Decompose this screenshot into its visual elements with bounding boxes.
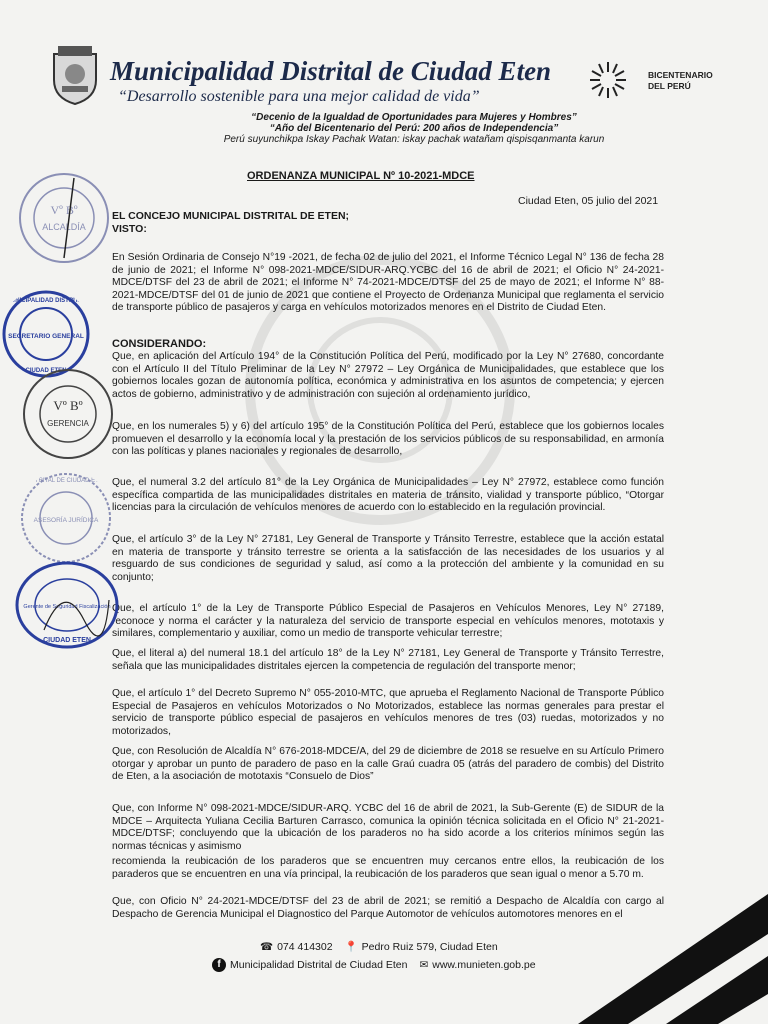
decade-line-1: “Decenio de la Igualdad de Oportunidades para Mujeres y Hombres” [251,112,577,123]
asesoria-juridica-stamp [18,470,114,566]
place-date: Ciudad Eten, 05 julio del 2021 [518,195,659,207]
paragraph-5: Que, el artículo 1° de la Ley de Transporte Público Especial de Pasajeros en Vehículos Menores, Ley N° 27189, reconoce y norma el carácter y la naturaleza del servicio de transporte especial en vehículos menores, mototaxis y similares, complementario y auxiliar, como un medio de transporte vehicular terrestre; [112,603,664,640]
email-icon: ✉ [419,959,429,971]
decade-line-3: Perú suyunchikpa Iskay Pachak Watan: iskay pachak watañam qispisqanmanta karun [223,134,605,145]
considerando-heading: CONSIDERANDO: [112,338,207,350]
svg-text:DISTRITAL DE CIUDAD ETEN: DISTRITAL DE CIUDAD ETEN [24,478,108,484]
paragraph-11: Que, con Oficio N° 24-2021-MDCE/DTSF del 23 de abril de 2021; se remitió a Despacho de Alcaldía con cargo al Despacho de Gerencia Municipal el Diagnostico del Parque Automotor de vehículos automotores menores en el [112,896,664,920]
svg-text:Vº Bº: Vº Bº [53,398,83,413]
svg-text:SECRETARIO GENERAL: SECRETARIO GENERAL [8,333,84,340]
location-pin-icon: 📍 [344,941,358,953]
corner-stripes-decoration [548,894,768,1024]
gerencia-stamp [20,366,116,462]
paragraph-9: Que, con Informe N° 098-2021-MDCE/SIDUR-ARQ. YCBC del 16 de abril de 2021, la Sub-Gerente (E) de SIDUR de la MDCE – Arquitecta Yuliana Cecilia Barturen Carrasco, comunica la opinión técnica solicitada en el Oficio N° 21-2021-MDCE/DTSF; concluyendo que la ubicación de los paraderos no ha sido acorde a los criterios mínimos según las normas técnicas y asimismo [112,803,664,852]
paragraph-4: Que, el artículo 3° de la Ley N° 27181, Ley General de Transporte y Tránsito Terrestre, establece que la acción estatal en materia de transporte y tránsito terrestre se orienta a la satisfacción de las necesidades de los usuarios y al resguardo de sus condiciones de seguridad y salud, así como a la protección del ambiente y la comunidad en su conjunto; [112,534,664,583]
footer-social-row [212,958,536,972]
footer-phone: 074 414302 [277,940,333,953]
svg-text:ASESORÍA JURÍDICA: ASESORÍA JURÍDICA [33,517,99,524]
paragraph-1: Que, en aplicación del Artículo 194° de la Constitución Política del Perú, modificado por la Ley N° 27680, concordante con el Artículo II del Título Preliminar de la Ley N° 27972 – Ley Orgánica de Municipalidades, que establece que los gobiernos locales gozan de autonomía política, económica y administrativa en los asuntos de competencia; y ejercen actos de gobierno, administrativo y de administración con sujeción al ordenamiento jurídico, [112,351,664,400]
municipality-title: Municipalidad Distrital de Ciudad Eten [110,56,552,86]
svg-text:CIUDAD ETEN: CIUDAD ETEN [43,637,91,644]
decade-line-2: “Año del Bicentenario del Perú: 200 años de Independencia” [269,123,559,134]
facebook-icon: f [212,958,226,972]
bicentenario-label: BICENTENARIO DEL PERÚ [648,70,713,91]
footer-address: Pedro Ruiz 579, Ciudad Eten [361,940,498,953]
svg-text:MUNICIPALIDAD DISTRITAL: MUNICIPALIDAD DISTRITAL [5,298,87,304]
alcaldia-stamp [14,168,114,268]
visto-paragraph: En Sesión Ordinaria de Consejo N°19 -2021, de fecha 02 de julio del 2021, el Informe Técnico Legal N° 136 de fecha 28 de junio de 2021; el Informe N° 098-2021-MDCE/SIDUR-ARQ.YCBC del 16 de abril de 2021; el Oficio N° 24-2021-MDCE/DTSF del 23 de abril de 2021; el Informe N° 74-2021-MDCE/DTSF del 25 de mayo de 2021; el Informe N° 88-2021-MDCE/DTSF del 01 de junio de 2021 que contiene el Proyecto de Ordenanza Municipal que reglamenta el servicio de transporte público de pasajeros y carga en vehículos motorizados menores en el Distrito de Ciudad Eten. [112,252,664,314]
municipal-crest-icon [48,44,102,106]
footer-web[interactable]: www.munieten.gob.pe [432,959,536,971]
footer-facebook[interactable]: Municipalidad Distrital de Ciudad Eten [230,959,408,971]
council-heading: EL CONCEJO MUNICIPAL DISTRITAL DE ETEN; VISTO: [112,210,350,235]
phone-icon: ☎ [260,940,274,953]
paragraph-10: recomienda la reubicación de los paraderos que se encuentren muy cercanos entre ellos, la reubicación de los paraderos que se encuentren en una vía principal, la reubicación de los paraderos que sean igual o menor a 5.70 m. [112,856,664,880]
municipality-motto: “Desarrollo sostenible para una mejor calidad de vida” [118,88,480,105]
paragraph-2: Que, en los numerales 5) y 6) del artículo 195° de la Constitución Política del Perú, establece que los gobiernos locales promueven el desarrollo y la economía local y la prestación de los servicios públicos de su responsabilidad, en armonía con las políticas y planes nacionales y regionales de desarrollo, [112,421,664,458]
svg-text:Gerente de Seguridad Fiscaliza: Gerente de Seguridad Fiscalización [23,604,111,610]
svg-text:ALCALDÍA: ALCALDÍA [42,222,86,232]
svg-text:Vº Bº: Vº Bº [50,203,78,217]
paragraph-3: Que, el numeral 3.2 del artículo 81° de la Ley Orgánica de Municipalidades – Ley N° 27972, establece como función específica compartida de las municipalidades distritales en materia de tránsito, vialidad y transporte público, “Otorgar licencias para la circulación de vehículos menores de acuerdo con lo establecido en la regulación provincial. [112,477,664,514]
paragraph-7: Que, el artículo 1° del Decreto Supremo N° 055-2010-MTC, que aprueba el Reglamento Nacional de Transporte Público Especial de Pasajeros en vehículos Motorizados o No Motorizados, establece las normas generales para prestar el servicio de transporte público especial de pasajeros en vehículos menores de tres (03) ruedas, motorizados y no motorizados, [112,688,664,737]
svg-text:CIUDAD ETEN: CIUDAD ETEN [25,368,67,374]
svg-text:GERENCIA: GERENCIA [47,419,89,428]
fiscalizacion-stamp [14,560,120,650]
paragraph-6: Que, el literal a) del numeral 18.1 del artículo 18° de la Ley N° 27181, Ley General de Transporte y Tránsito Terrestre, señala que las municipalidades distritales ejercen la competencia de regulación del transporte menor; [112,648,664,672]
paragraph-8: Que, con Resolución de Alcaldía N° 676-2018-MDCE/A, del 29 de diciembre de 2018 se resuelve en su Artículo Primero otorgar y aprobar un punto de paradero de paso en la calle Graú cuadra 05 (atrás del paradero de combis) del Distrito de Eten, a la asociación de mototaxis “Consuelo de Dios” [112,746,664,783]
footer-contact-row [260,940,498,953]
ordinance-title: ORDENANZA MUNICIPAL Nº 10-2021-MDCE [247,170,475,182]
